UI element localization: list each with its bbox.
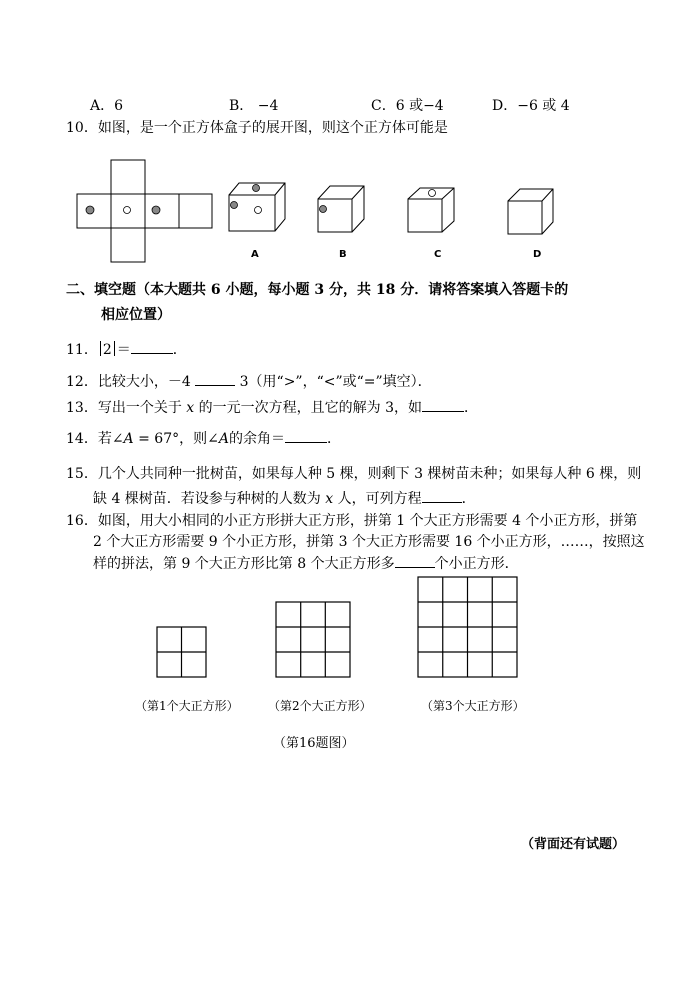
q11-number: 11． (66, 342, 98, 358)
question-15-line-1: 15．几个人共同种一批树苗，如果每人种 5 棵，则剩下 3 棵树苗未种；如果每人种 6 棵，则 (66, 466, 642, 482)
cube-label-c: C (434, 249, 442, 260)
q12-text-pre: 12．比较大小，－4 (66, 374, 191, 390)
q13-text-mid: 的一元一次方程，且它的解为 3，如 (198, 400, 422, 416)
grid-3x3 (276, 602, 350, 677)
q14-text-mid-2: 的余角＝ (228, 431, 285, 447)
q16-text-end: 个小正方形． (434, 556, 519, 572)
q15-variable: x (325, 491, 334, 507)
q14-variable: A (123, 431, 134, 447)
q15-text-mid: 人，可列方程 (337, 491, 422, 507)
question-16-line-1: 16．如图，用大小相同的小正方形拼大正方形，拼第 1 个大正方形需要 4 个小正方形，拼第 (66, 513, 638, 529)
question-16-line-2: 2 个大正方形需要 9 个小正方形，拼第 3 个大正方形需要 16 个小正方形，……，按照这 (93, 534, 645, 550)
q14-variable-2: A (218, 431, 229, 447)
q15-text-pre: 缺 4 棵树苗．若设参与种树的人数为 (93, 491, 321, 507)
option-a: A．6 (90, 98, 124, 114)
figure-caption: （第16题图） (273, 736, 355, 751)
option-b: B． −4 (229, 98, 279, 114)
q15-end: ． (461, 491, 476, 507)
grid-caption-1: （第1个大正方形） (135, 699, 239, 713)
section-2-heading-line-1: 二、填空题（本大题共 6 小题，每小题 3 分，共 18 分．请将答案填入答题卡的 (66, 282, 569, 298)
grid-caption-3: （第3个大正方形） (421, 699, 525, 713)
option-d: D．−6 或 4 (492, 98, 570, 114)
question-10: 10．如图，是一个正方体盒子的展开图，则这个正方体可能是 (66, 120, 448, 136)
grid-2x2 (157, 627, 206, 677)
q13-text-pre: 13．写出一个关于 (66, 400, 182, 416)
q11-equals: ＝ (116, 342, 131, 358)
q16-text-pre: 样的拼法，第 9 个大正方形比第 8 个大正方形多 (93, 556, 395, 572)
q13-end: ． (464, 400, 478, 416)
footer-note: （背面还有试题） (521, 837, 626, 852)
section-2-heading-line-2: 相应位置） (101, 307, 171, 323)
cube-label-b: B (339, 249, 347, 260)
q14-end: ． (326, 431, 341, 447)
q11-end: ． (172, 342, 187, 358)
q12-text-post: 3（用“>”，“<”或“=”填空）． (239, 374, 432, 390)
grid-4x4 (418, 577, 517, 677)
q13-variable: x (186, 400, 195, 416)
q14-text-pre: 14．若∠ (66, 431, 124, 447)
grid-caption-2: （第2个大正方形） (268, 699, 372, 713)
q14-text-mid: = 67°，则∠ (133, 431, 219, 447)
q11-value: 2 (102, 342, 112, 358)
option-c: C．6 或−4 (371, 98, 444, 114)
cube-label-a: A (251, 249, 259, 260)
cube-label-d: D (533, 249, 542, 260)
